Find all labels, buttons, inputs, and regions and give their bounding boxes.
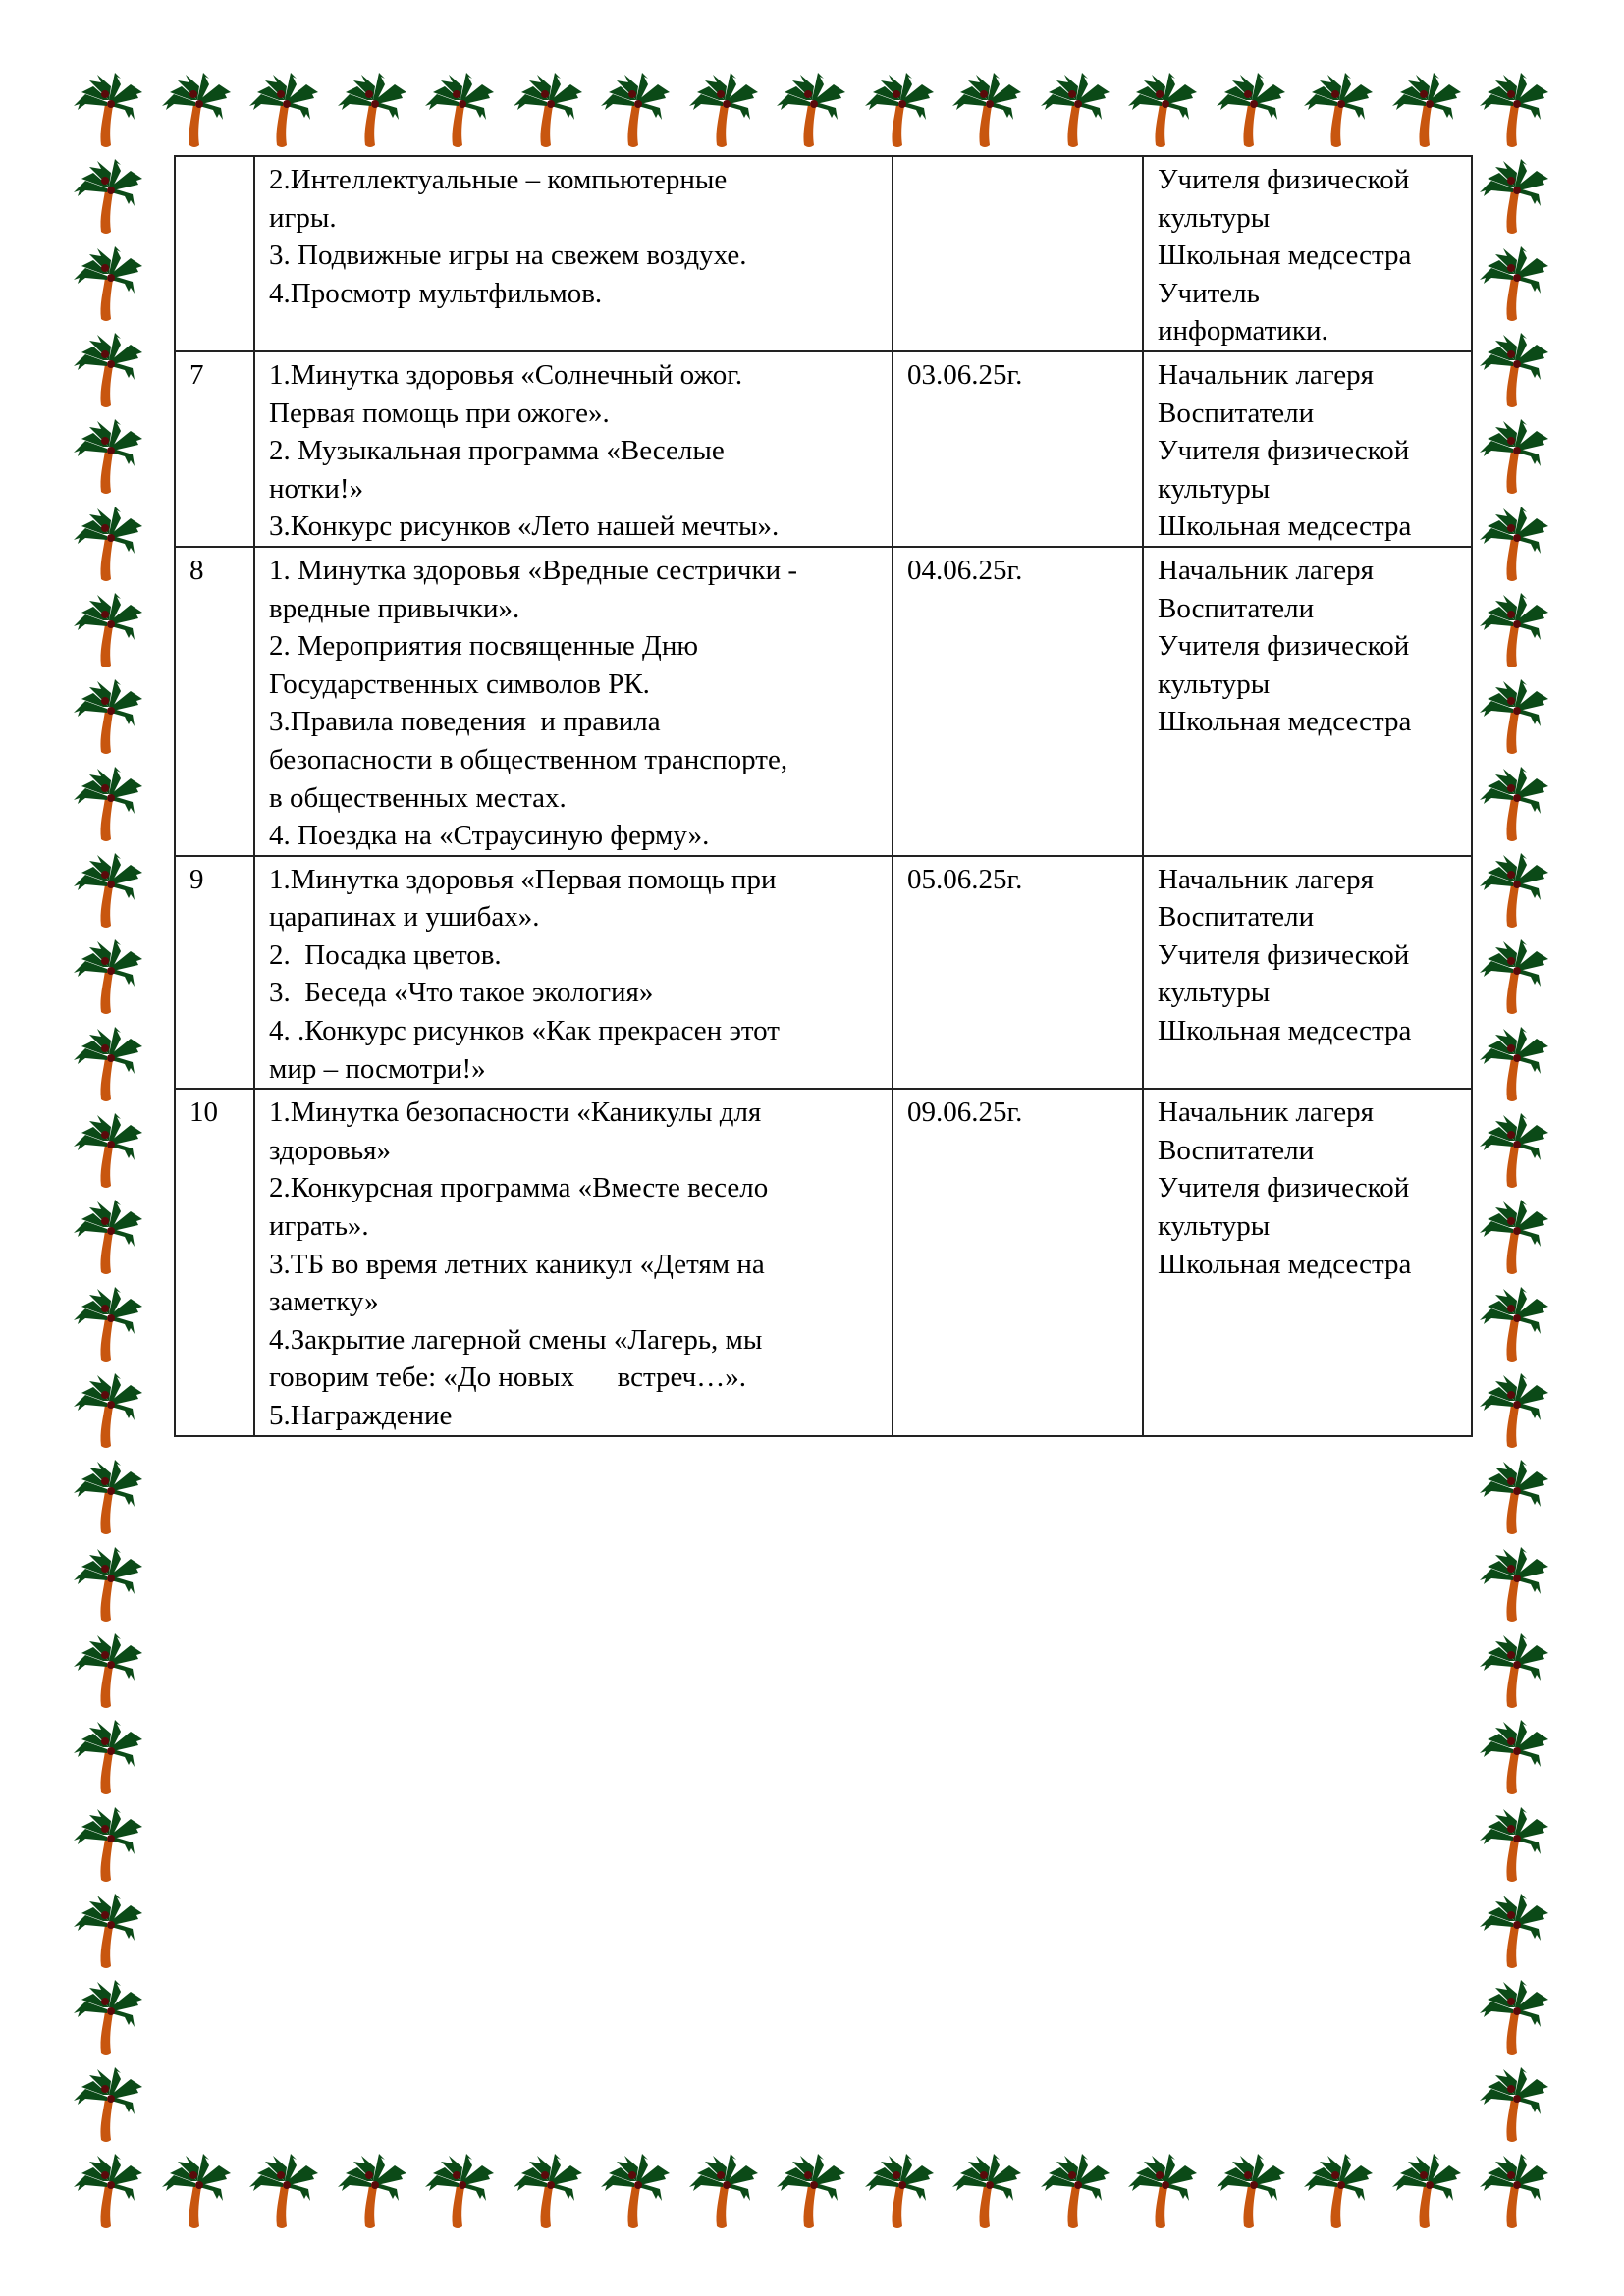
responsible-line: Школьная медсестра (1158, 1015, 1412, 1047)
responsible-line: Начальник лагеря (1158, 554, 1375, 586)
activity-line: 2. Музыкальная программа «Веселые (269, 435, 725, 467)
activity-line: 1.Минутка безопасности «Каникулы для (269, 1096, 762, 1129)
activity-line: 2.Интеллектуальные – компьютерные (269, 164, 728, 195)
palm-tree-icon (1304, 2152, 1375, 2230)
palm-tree-icon (338, 2152, 408, 2230)
palm-tree-icon (1128, 71, 1199, 149)
date-cell (893, 1089, 1143, 1435)
activity-line: 3.Конкурс рисунков «Лето нашей мечты». (269, 510, 780, 543)
activity-line: говорим тебе: «До новых встреч…». (269, 1362, 747, 1394)
activity-line: 2. Посадка цветов. (269, 938, 502, 971)
activity-line: 5.Награждение (269, 1400, 453, 1431)
responsible-line: Начальник лагеря (1158, 1096, 1375, 1129)
palm-tree-icon (1217, 71, 1287, 149)
palm-tree-icon (425, 71, 496, 149)
palm-tree-icon (1480, 417, 1550, 496)
activity-line: 1.Минутка здоровья «Первая помощь при (269, 863, 777, 895)
palm-tree-icon (74, 677, 144, 756)
date: 04.06.25г. (907, 554, 1023, 586)
palm-tree-icon (74, 851, 144, 930)
responsible-line: культуры (1158, 1210, 1271, 1243)
palm-tree-icon (1480, 505, 1550, 583)
palm-tree-icon (1480, 1978, 1550, 2056)
responsible-line: Учителя физической (1158, 1172, 1410, 1204)
responsible-line: культуры (1158, 977, 1271, 1009)
palm-tree-icon (1480, 765, 1550, 843)
activities-cell (254, 351, 893, 547)
palm-tree-icon (689, 2152, 760, 2230)
table-row (175, 856, 1472, 1090)
activity-line: 4. .Конкурс рисунков «Как прекрасен этот (269, 1015, 780, 1047)
palm-tree-icon (1480, 1285, 1550, 1363)
activity-line: 4.Закрытие лагерной смены «Лагерь, мы (269, 1323, 763, 1356)
day-number-cell (175, 156, 254, 351)
palm-tree-icon (74, 157, 144, 236)
palm-tree-icon (74, 1285, 144, 1363)
responsible-cell (1143, 351, 1472, 547)
palm-tree-icon (1480, 1805, 1550, 1884)
activity-line: Первая помощь при ожоге». (269, 397, 610, 429)
responsible-line: Школьная медсестра (1158, 1248, 1412, 1280)
palm-tree-icon (249, 71, 320, 149)
date-cell (893, 351, 1143, 547)
activity-line: здоровья» (269, 1134, 391, 1166)
palm-tree-icon (74, 71, 144, 149)
activity-line: царапинах и ушибах». (269, 901, 540, 934)
palm-tree-icon (74, 1198, 144, 1276)
palm-tree-icon (1217, 2152, 1287, 2230)
palm-tree-icon (1041, 71, 1111, 149)
table-row (175, 1089, 1472, 1435)
palm-tree-icon (777, 71, 847, 149)
palm-tree-icon (74, 1371, 144, 1450)
activity-line: играть». (269, 1210, 369, 1243)
activity-line: игры. (269, 201, 337, 234)
date: 05.06.25г. (907, 863, 1023, 895)
activity-line: 3.ТБ во время летних каникул «Детям на (269, 1248, 765, 1280)
day-number-cell (175, 547, 254, 856)
palm-tree-icon (865, 2152, 936, 2230)
activity-line: мир – посмотри!» (269, 1052, 486, 1085)
responsible-line: Воспитатели (1158, 1134, 1315, 1166)
palm-tree-icon (1480, 1371, 1550, 1450)
palm-tree-icon (74, 417, 144, 496)
palm-tree-icon (74, 505, 144, 583)
palm-tree-icon (952, 71, 1023, 149)
date-cell (893, 156, 1143, 351)
day-number-cell (175, 1089, 254, 1435)
responsible-line: Воспитатели (1158, 592, 1315, 624)
palm-tree-icon (74, 1545, 144, 1624)
date-cell (893, 547, 1143, 856)
day-number-cell (175, 856, 254, 1090)
palm-tree-icon (1480, 937, 1550, 1016)
palm-tree-icon (1480, 157, 1550, 236)
palm-tree-icon (74, 331, 144, 409)
palm-tree-icon (74, 1458, 144, 1536)
responsible-line: Начальник лагеря (1158, 863, 1375, 895)
palm-tree-icon (1480, 331, 1550, 409)
palm-tree-icon (1480, 244, 1550, 323)
palm-tree-icon (425, 2152, 496, 2230)
palm-tree-icon (74, 1978, 144, 2056)
activities-cell (254, 856, 893, 1090)
responsible-cell (1143, 1089, 1472, 1435)
palm-tree-icon (865, 71, 936, 149)
table-row (175, 156, 1472, 351)
palm-tree-icon (514, 2152, 584, 2230)
palm-tree-icon (1304, 71, 1375, 149)
palm-tree-icon (74, 591, 144, 669)
activity-line: 4.Просмотр мультфильмов. (269, 277, 603, 309)
palm-tree-icon (1392, 71, 1463, 149)
palm-tree-icon (74, 2152, 144, 2230)
activities-cell (254, 156, 893, 351)
palm-tree-icon (1480, 1545, 1550, 1624)
responsible-line: Учителя физической (1158, 938, 1410, 971)
date-cell (893, 856, 1143, 1090)
activity-line: Государственных символов РК. (269, 667, 650, 700)
palm-tree-icon (1392, 2152, 1463, 2230)
responsible-line: культуры (1158, 201, 1271, 234)
responsible-cell (1143, 547, 1472, 856)
schedule-table (174, 155, 1473, 1437)
palm-tree-icon (74, 1111, 144, 1190)
palm-tree-icon (1041, 2152, 1111, 2230)
palm-tree-icon (1480, 2152, 1550, 2230)
responsible-line: Учителя физической (1158, 164, 1410, 195)
palm-tree-icon (74, 1718, 144, 1796)
activities-cell (254, 1089, 893, 1435)
palm-tree-icon (74, 2065, 144, 2144)
palm-tree-icon (1480, 1892, 1550, 1970)
table-row (175, 547, 1472, 856)
palm-tree-icon (1480, 1631, 1550, 1710)
palm-tree-icon (74, 1631, 144, 1710)
responsible-line: Воспитатели (1158, 901, 1315, 934)
activity-line: вредные привычки». (269, 592, 520, 624)
palm-tree-icon (1480, 1111, 1550, 1190)
responsible-line: Учителя физической (1158, 435, 1410, 467)
activity-line: нотки!» (269, 472, 364, 505)
palm-tree-icon (1480, 71, 1550, 149)
palm-tree-icon (1480, 1025, 1550, 1103)
date: 03.06.25г. (907, 358, 1023, 391)
responsible-line: Учителя физической (1158, 630, 1410, 663)
table-row (175, 351, 1472, 547)
day-number-cell (175, 351, 254, 547)
activity-line: 3. Подвижные игры на свежем воздухе. (269, 240, 747, 272)
palm-tree-icon (249, 2152, 320, 2230)
palm-tree-icon (1480, 851, 1550, 930)
palm-tree-icon (1480, 1718, 1550, 1796)
palm-tree-icon (162, 2152, 233, 2230)
palm-tree-icon (601, 71, 672, 149)
palm-tree-icon (1480, 591, 1550, 669)
palm-tree-icon (74, 765, 144, 843)
activity-line: 1.Минутка здоровья «Солнечный ожог. (269, 358, 743, 391)
palm-tree-icon (1128, 2152, 1199, 2230)
responsible-line: культуры (1158, 472, 1271, 505)
palm-tree-icon (74, 937, 144, 1016)
palm-tree-icon (1480, 677, 1550, 756)
activity-line: 3.Правила поведения и правила (269, 706, 661, 738)
activity-line: 3. Беседа «Что такое экология» (269, 977, 654, 1009)
palm-tree-icon (777, 2152, 847, 2230)
palm-tree-icon (689, 71, 760, 149)
palm-tree-icon (74, 1805, 144, 1884)
activity-line: в общественных местах. (269, 781, 567, 814)
activity-line: заметку» (269, 1286, 379, 1318)
responsible-line: Школьная медсестра (1158, 510, 1412, 543)
responsible-line: Учитель (1158, 277, 1260, 309)
date: 09.06.25г. (907, 1096, 1023, 1129)
palm-tree-icon (952, 2152, 1023, 2230)
palm-tree-icon (1480, 1198, 1550, 1276)
responsible-cell (1143, 856, 1472, 1090)
palm-tree-icon (338, 71, 408, 149)
responsible-line: Начальник лагеря (1158, 358, 1375, 391)
day-number: 8 (189, 554, 204, 586)
activity-line: безопасности в общественном транспорте, (269, 743, 788, 775)
palm-tree-icon (74, 1892, 144, 1970)
day-number: 9 (189, 863, 204, 895)
palm-tree-icon (1480, 1458, 1550, 1536)
palm-tree-icon (1480, 2065, 1550, 2144)
day-number: 7 (189, 358, 204, 391)
palm-tree-icon (74, 1025, 144, 1103)
palm-tree-icon (74, 244, 144, 323)
responsible-line: Школьная медсестра (1158, 240, 1412, 272)
day-number: 10 (189, 1096, 218, 1129)
activity-line: 2. Мероприятия посвященные Дню (269, 630, 699, 663)
activity-line: 1. Минутка здоровья «Вредные сестрички - (269, 554, 798, 586)
activity-line: 4. Поездка на «Страусиную ферму». (269, 820, 710, 852)
palm-tree-icon (514, 71, 584, 149)
activity-line: 2.Конкурсная программа «Вместе весело (269, 1172, 769, 1204)
responsible-line: информатики. (1158, 315, 1328, 347)
responsible-cell (1143, 156, 1472, 351)
responsible-line: культуры (1158, 667, 1271, 700)
palm-tree-icon (601, 2152, 672, 2230)
activities-cell (254, 547, 893, 856)
responsible-line: Воспитатели (1158, 397, 1315, 429)
responsible-line: Школьная медсестра (1158, 706, 1412, 738)
palm-tree-icon (162, 71, 233, 149)
